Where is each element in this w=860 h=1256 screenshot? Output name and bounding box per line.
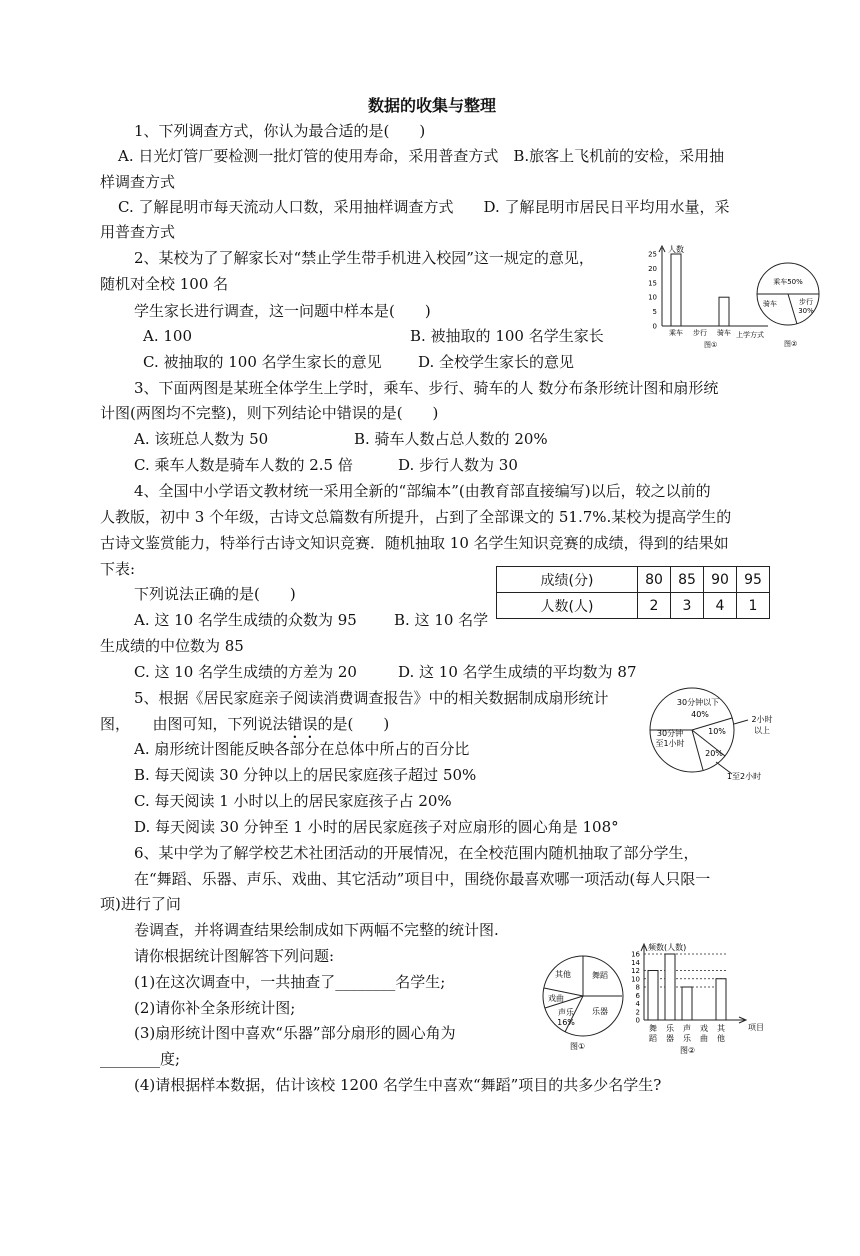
- x-tick-label: 声: [683, 1024, 691, 1033]
- table-cell: 95: [737, 567, 770, 593]
- q4-stem-3: 古诗文鉴赏能力，特举行古诗文知识竞赛．随机抽取 10 名学生知识竞赛的成绩，得到的结果如: [100, 534, 729, 552]
- q1-option-c: C. 了解昆明市每天流动人口数，采用抽样调查方式 D. 了解昆明市居民日平均用水量，采: [118, 198, 730, 216]
- q5-label-30to60-b: 至1小时: [655, 739, 685, 748]
- table-cell: 80: [638, 567, 671, 593]
- q6-stem-3: 项)进行了问: [100, 895, 181, 913]
- q4-stem-2: 人教版，初中 3 个年级，古诗文总篇数有所提升，占到了全部课文的 51.7%.某校为提高学生的: [100, 508, 732, 526]
- q5-label-under30: 30分钟以下: [676, 698, 720, 707]
- page-title: 数据的收集与整理: [368, 96, 497, 115]
- x-tick-label: 戏: [700, 1024, 708, 1033]
- y-tick-label: 15: [648, 279, 657, 288]
- y-tick-label: 14: [631, 958, 640, 967]
- q4-stem-4: 下表:: [100, 560, 136, 578]
- q6-bar-xlabel: 项目: [748, 1023, 764, 1032]
- q3-pie-label-walk-pct: 30%: [798, 307, 814, 315]
- y-tick-label: 16: [631, 950, 640, 959]
- q5-stem-2c: 的是( ): [317, 715, 390, 733]
- bar-乘车: [671, 254, 681, 326]
- q3-fig1-caption: 图①: [704, 341, 718, 349]
- q6-pie-label-vocal: 声乐: [558, 1008, 574, 1017]
- q5-label-over2h-pct: 10%: [708, 727, 726, 736]
- y-tick-label: 0: [635, 1016, 640, 1025]
- table-cell: 1: [737, 593, 770, 619]
- q5-label-over2h: 2小时: [751, 715, 773, 724]
- x-tick-label: 乘车: [669, 329, 683, 337]
- x-tick-label: 其: [717, 1024, 725, 1033]
- q2-stem-3: 学生家长进行调查，这一问题中样本是( ): [134, 302, 431, 320]
- q3-option-a: A. 该班总人数为 50: [134, 430, 269, 448]
- q6-pie-label-other: 其他: [555, 970, 571, 979]
- q6-part-2: (2)请你补全条形统计图;: [134, 999, 296, 1017]
- y-tick-label: 0: [652, 322, 657, 331]
- table-row: [497, 593, 770, 619]
- q3-option-d: D. 步行人数为 30: [398, 456, 518, 474]
- q3-pie-label-walk: 步行: [799, 298, 813, 306]
- table-cell: 4: [704, 593, 737, 619]
- q3-option-c: C. 乘车人数是骑车人数的 2.5 倍: [134, 456, 353, 474]
- q2-option-d: D. 全校学生家长的意见: [418, 353, 575, 371]
- q5-label-over2h-b: 以上: [754, 726, 770, 735]
- q6-pie-label-dance: 舞蹈: [592, 971, 608, 980]
- x-tick-label: 他: [717, 1034, 725, 1043]
- q5-label-1to2h: 1至2小时: [726, 772, 762, 781]
- q5-option-d: D. 每天阅读 30 分钟至 1 小时的居民家庭孩子对应扇形的圆心角是 108°: [134, 818, 619, 836]
- q4-option-b: B. 这 10 名学: [394, 611, 489, 629]
- table-cell: 85: [671, 567, 704, 593]
- q6-pie-label-instrument: 乐器: [592, 1007, 608, 1016]
- q6-pie-label-opera: 戏曲: [548, 994, 564, 1003]
- q4-option-c: C. 这 10 名学生成绩的方差为 20: [134, 663, 357, 681]
- q3-stem-2: 计图(两图均不完整)，则下列结论中错误的是( ): [100, 404, 439, 422]
- q2-stem-2: 随机对全校 100 名: [100, 275, 229, 293]
- q4-option-a: A. 这 10 名学生成绩的众数为 95: [134, 611, 357, 629]
- q1-option-a-cont: 样调查方式: [100, 173, 176, 191]
- x-tick-label: 步行: [693, 329, 707, 337]
- q4-score-table: [496, 566, 770, 619]
- table-row: [497, 567, 770, 593]
- q2-option-b: B. 被抽取的 100 名学生家长: [410, 327, 604, 345]
- bar-舞蹈: [648, 971, 658, 1021]
- q3-option-b: B. 骑车人数占总人数的 20%: [354, 430, 548, 448]
- q6-part-3: (3)扇形统计图中喜欢“乐器”部分扇形的圆心角为: [134, 1024, 456, 1042]
- q3-pie-label-car: 乘车50%: [773, 278, 803, 286]
- q1-option-c-cont: 用普查方式: [100, 223, 176, 241]
- q2-option-a: A. 100: [143, 327, 192, 345]
- q4-option-b-cont: 生成绩的中位数为 85: [100, 637, 244, 655]
- q4-option-d: D. 这 10 名学生成绩的平均数为 87: [398, 663, 637, 681]
- q5-option-a: A. 扇形统计图能反映各部分在总体中所占的百分比: [134, 740, 470, 758]
- y-tick-label: 4: [635, 1000, 640, 1008]
- q1-stem: 1、下列调查方式，你认为最合适的是( ): [134, 122, 426, 140]
- q6-pie-label-vocal-pct: 16%: [557, 1018, 575, 1027]
- y-tick-label: 6: [635, 991, 640, 1000]
- bar-乐器: [665, 954, 675, 1020]
- q5-pie-chart: [640, 684, 790, 784]
- bar-骑车: [719, 297, 729, 326]
- q6-stem-1: 6、某中学为了解学校艺术社团活动的开展情况，在全校范围内随机抽取了部分学生，: [134, 844, 699, 862]
- q6-bar-chart: [626, 940, 766, 1058]
- q3-pie-chart: [750, 262, 830, 356]
- y-tick-label: 10: [631, 975, 640, 984]
- y-tick-label: 2: [635, 1008, 640, 1017]
- q5-option-b: B. 每天阅读 30 分钟以上的居民家庭孩子超过 50%: [134, 766, 477, 784]
- y-tick-label: 10: [648, 293, 657, 302]
- q6-bar-ylabel: 频数(人数): [648, 943, 687, 952]
- table-cell: 3: [671, 593, 704, 619]
- y-tick-label: 25: [648, 250, 657, 259]
- y-tick-label: 8: [635, 983, 640, 992]
- q5-stem-2: [100, 714, 389, 742]
- q5-option-c: C. 每天阅读 1 小时以上的居民家庭孩子占 20%: [134, 792, 452, 810]
- q2-option-c: C. 被抽取的 100 名学生家长的意见: [143, 353, 382, 371]
- x-tick-label: 曲: [700, 1034, 708, 1043]
- q5-label-30to60: 30分钟: [656, 729, 684, 738]
- q5-stem-2-emphasis: 错误: [287, 715, 318, 733]
- q4-stem-1: 4、全国中小学语文教材统一采用全新的“部编本”(由教育部直接编写)以后，较之以前的: [134, 482, 711, 500]
- q6-part-1: (1)在这次调查中，一共抽查了________名学生;: [134, 973, 446, 991]
- q6-stem-4: 卷调查，并将调查结果绘制成如下两幅不完整的统计图.: [134, 921, 499, 939]
- q2-stem-1: 2、某校为了了解家长对“禁止学生带手机进入校园”这一规定的意见，: [134, 249, 594, 267]
- x-tick-label: 乐: [683, 1034, 691, 1043]
- q1-option-a: A. 日光灯管厂要检测一批灯管的使用寿命，采用普查方式 B.旅客上飞机前的安检，采用抽: [118, 147, 725, 165]
- q5-stem-2a: 图， 由图可知，下列说法: [100, 715, 288, 733]
- table-cell: 2: [638, 593, 671, 619]
- q3-bar-ylabel: 人数: [668, 245, 684, 254]
- q3-pie-label-bike: 骑车: [763, 300, 777, 308]
- q4-ask: 下列说法正确的是( ): [134, 585, 296, 603]
- q6-stem-2: 在“舞蹈、乐器、声乐、戏曲、其它活动”项目中，围绕你最喜欢哪一项活动(每人只限一: [134, 870, 711, 888]
- q5-stem-1: 5、根据《居民家庭亲子阅读消费调查报告》中的相关数据制成扇形统计: [134, 689, 609, 707]
- q3-fig2-caption: 图②: [784, 340, 798, 348]
- q6-fig1-caption: 图①: [570, 1042, 586, 1051]
- x-tick-label: 骑车: [717, 329, 731, 337]
- table-cell: 90: [704, 567, 737, 593]
- y-tick-label: 5: [652, 308, 657, 317]
- bar-其他: [716, 979, 726, 1020]
- q6-part-3-cont: ________度;: [100, 1050, 181, 1068]
- q6-pie-chart: [538, 948, 632, 1058]
- q6-fig2-caption: 图②: [680, 1046, 696, 1055]
- x-tick-label: 乐: [666, 1024, 674, 1033]
- table-header-count: 人数(人): [497, 593, 638, 619]
- q6-stem-5: 请你根据统计图解答下列问题:: [134, 947, 335, 965]
- q3-stem-1: 3、下面两图是某班全体学生上学时，乘车、步行、骑车的人 数分布条形统计图和扇形统: [134, 379, 719, 397]
- q6-part-4: (4)请根据样本数据，估计该校 1200 名学生中喜欢“舞蹈”项目的共多少名学生?: [134, 1076, 662, 1094]
- q5-label-under30-pct: 40%: [691, 710, 709, 719]
- q5-label-1to2h-pct: 20%: [705, 749, 723, 758]
- table-header-score: 成绩(分): [497, 567, 638, 593]
- q3-bar-xlabel: 上学方式: [736, 331, 764, 339]
- x-tick-label: 蹈: [649, 1034, 657, 1043]
- y-tick-label: 12: [631, 967, 640, 975]
- y-tick-label: 20: [648, 264, 657, 273]
- x-tick-label: 器: [666, 1034, 674, 1043]
- x-tick-label: 舞: [649, 1024, 657, 1033]
- bar-声乐: [682, 987, 692, 1020]
